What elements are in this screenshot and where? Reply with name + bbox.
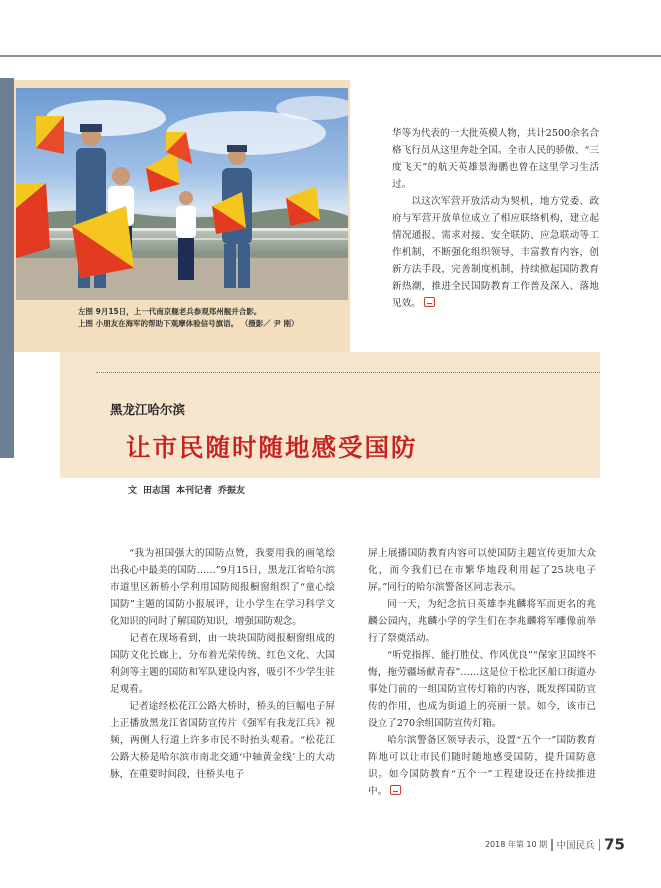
paragraph: 记者在现场看到，由一块块国防阅报橱窗组成的国防文化长廊上，分布着光荣传统、红色文化、大国利剑等主题的国防和军队建设内容，吸引不少学生驻足观看。 bbox=[110, 633, 335, 695]
photo-caption bbox=[78, 306, 346, 330]
paragraph: 屏上展播国防教育内容可以使国防主题宣传更加大众化，而今我们已在市繁华地段利用起了25块电子屏。”同行的哈尔滨警备区同志表示。 bbox=[368, 548, 596, 593]
paragraph: “我为祖国强大的国防点赞，我要用我的画笔绘出我心中最美的国防……”9月15日，黑龙江省哈尔滨市道里区新桥小学利用国防阅报橱窗组织了“童心绘国防”主题的国防小报展评，让小学生在学习科学文化知识的同时了解国防知识，增强国防观念。 bbox=[110, 548, 335, 627]
footer-divider bbox=[599, 839, 601, 851]
caption-line-1: 左图 9月15日，上一代南京舰老兵参观郑州舰并合影。 bbox=[78, 307, 262, 316]
top-right-column bbox=[392, 125, 599, 312]
byline-reporter-label: 本刊记者 bbox=[176, 486, 213, 496]
left-photo-edge bbox=[0, 78, 14, 458]
paragraph: 记者途经松花江公路大桥时，桥头的巨幅电子屏上正播放黑龙江省国防宣传片《强军有我龙江兵》视频，两侧人行道上许多市民不时抬头观看。“松花江公路大桥是哈尔滨市南北交通‘中轴黄金线’上的大动脉，在重要时间段，往桥头电子 bbox=[110, 701, 335, 780]
byline bbox=[128, 483, 251, 496]
signal-flag-photo bbox=[16, 88, 348, 300]
article-headline: 让市民随时随地感受国防 bbox=[126, 433, 418, 462]
page-number: 75 bbox=[604, 835, 625, 854]
paragraph: “听党指挥、能打胜仗、作风优良”“保家卫国终不悔，拖劳疆场献青春”……这是位于松北区船口街道办事处门前的一组国防宣传灯箱的内容，既发挥国防宣传的作用，也成为街道上的亮丽一景。如今，该市已设立了270余组国防宣传灯箱。 bbox=[368, 650, 596, 729]
photo-panel bbox=[14, 80, 350, 352]
photo-illustration bbox=[16, 88, 348, 300]
paragraph-text: 哈尔滨警备区领导表示，设置“五个一”国防教育阵地可以让市民们随时随地感受国防，提升国防意识。如今国防教育“五个一”工程建设还在持续推进中。 bbox=[368, 735, 596, 797]
paragraph: 同一天，为纪念抗日英雄李兆麟将军而更名的兆麟公园内，兆麟小学的学生们在李兆麟将军雕像前举行了祭奠活动。 bbox=[368, 599, 596, 644]
article-left-column bbox=[110, 545, 335, 783]
footer-divider bbox=[551, 839, 553, 851]
paragraph bbox=[392, 193, 599, 312]
dotted-rule bbox=[96, 372, 600, 373]
end-mark-icon bbox=[390, 785, 401, 795]
byline-author-2: 乔振友 bbox=[218, 486, 246, 496]
section-region: 黑龙江哈尔滨 bbox=[110, 402, 186, 417]
caption-line-2: 上图 小朋友在海军的帮助下观摩体验信号旗语。 （摄影／ 尹 刚） bbox=[78, 319, 299, 328]
page-footer bbox=[485, 834, 625, 854]
paragraph-text: 以这次军营开放活动为契机，地方党委、政府与军营开放单位成立了相应联络机构，建立起情况通报、需求对接、安全联防、应急联动等工作机制，不断强化组织领导，丰富教育内容，创新方法手段，完善制度机制，持续掀起国防教育新热潮，推进全民国防教育工作普及深入、落地见效。 bbox=[392, 196, 599, 309]
top-rule bbox=[0, 55, 661, 57]
byline-author-1: 田志国 bbox=[143, 486, 171, 496]
issue-label: 2018 年第 10 期 bbox=[484, 840, 548, 849]
paragraph bbox=[368, 732, 596, 800]
end-mark-icon bbox=[424, 297, 435, 307]
article-right-column bbox=[368, 545, 596, 800]
byline-prefix: 文 bbox=[128, 486, 138, 496]
magazine-name: 中国民兵 bbox=[556, 840, 595, 852]
paragraph: 华等为代表的一大批英模人物，共计2500余名合格飞行员从这里奔赴全国。全市人民的骄傲、“三度飞天”的航天英雄景海鹏也曾在这里学习生活过。 bbox=[392, 128, 599, 190]
